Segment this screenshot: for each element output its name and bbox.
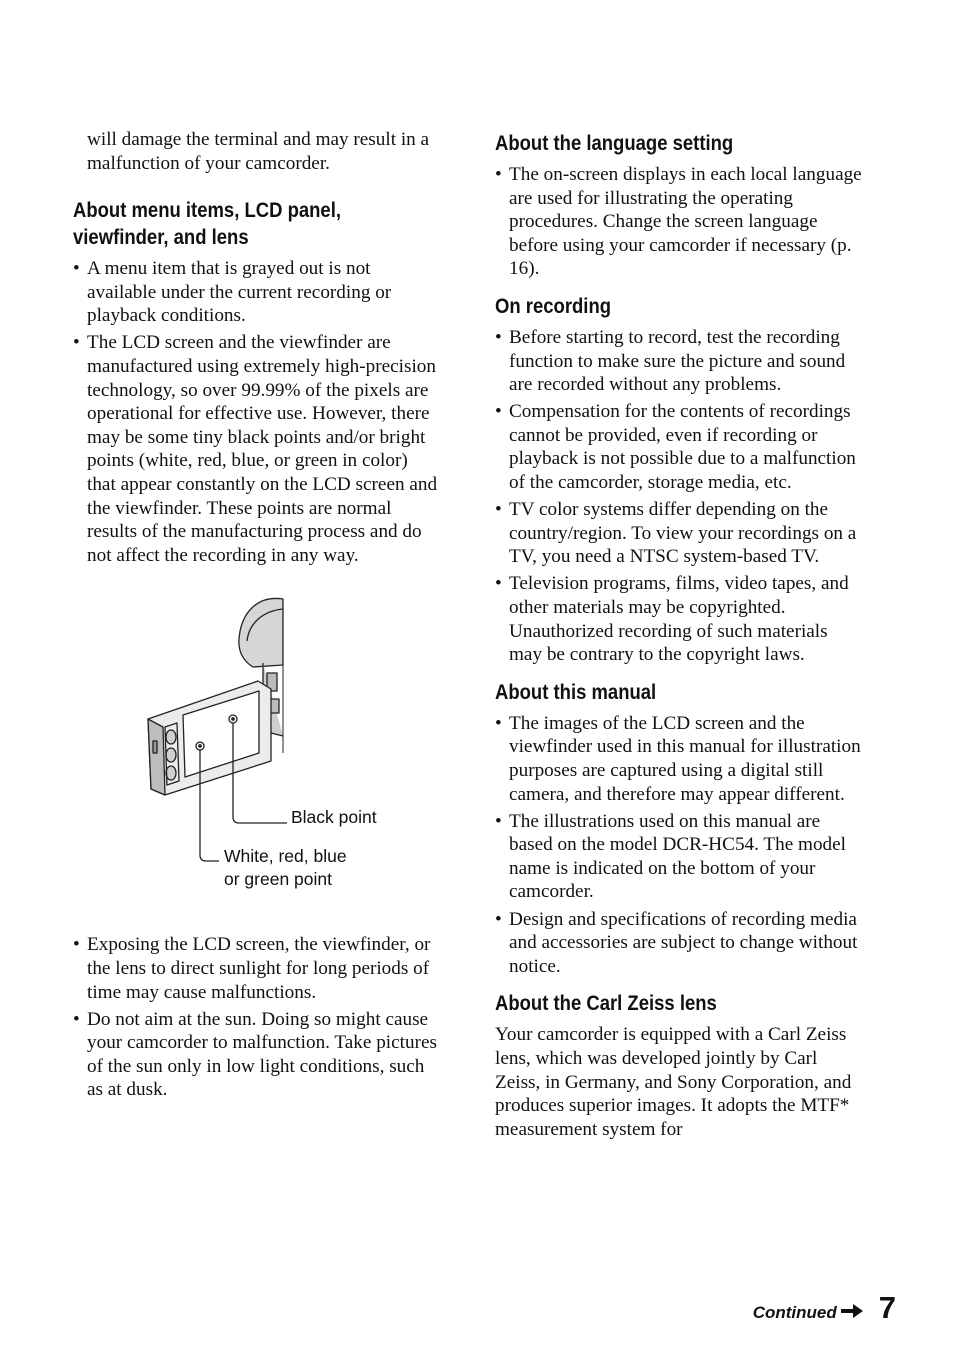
intro-text: will damage the terminal and may result in a malfunction of your camcorder. <box>87 129 430 174</box>
list-item: • A menu item that is grayed out is not available under the current recording or playback conditions. <box>73 257 441 328</box>
list-item: • Design and specifications of recording media and accessories are subject to change without notice. <box>495 908 865 979</box>
list-item: • Do not aim at the sun. Doing so might cause your camcorder to malfunction. Take pictures of the sun only in low light conditions, such as at dusk. <box>73 1008 441 1102</box>
language-heading: About the language setting <box>495 132 734 155</box>
menu-heading-line2: viewfinder, and lens <box>73 226 249 250</box>
page-number: 7 <box>878 1290 896 1325</box>
black-point-label: Black point <box>291 807 377 828</box>
continued-label: Continued <box>752 1303 837 1322</box>
list-item: • The on-screen displays in each local language are used for illustrating the operating procedures. Change the screen language before using your camcorder if necessary (p. 16). <box>495 163 865 281</box>
language-bullet-list <box>495 163 865 281</box>
sunlight-bullet-list <box>73 933 441 1102</box>
recording-heading: On recording <box>495 294 612 318</box>
list-item: • TV color systems differ depending on the country/region. To view your recordings on a TV, you need a NTSC system-based TV. <box>495 498 865 569</box>
manual-heading: About this manual <box>495 680 657 704</box>
list-item: • Compensation for the contents of recordings cannot be provided, even if recording or playback is not possible due to a malfunction of the camcorder, storage media, etc. <box>495 400 865 494</box>
zeiss-paragraph: Your camcorder is equipped with a Carl Zeiss lens, which was developed jointly by Carl Zeiss, in Germany, and Sony Corporation, and produces superior images. It adopts the MTF* measurement system for <box>495 1024 852 1140</box>
list-item: • Exposing the LCD screen, the viewfinder, or the lens to direct sunlight for long periods of time may cause malfunctions. <box>73 933 441 1004</box>
right-arrow-icon <box>841 1304 863 1323</box>
white-point-label-line2: or green point <box>224 869 332 890</box>
left-column <box>73 128 441 1106</box>
lcd-points-figure <box>73 581 441 921</box>
zeiss-heading: About the Carl Zeiss lens <box>495 992 717 1016</box>
list-item: • Television programs, films, video tapes, and other materials may be copyrighted. Unauthorized recording of such materials may be contrary to the copyright laws. <box>495 572 865 666</box>
menu-bullet-list <box>73 257 441 567</box>
list-item: • The images of the LCD screen and the viewfinder used in this manual for illustration purposes are captured using a digital still camera, and therefore may appear different. <box>495 712 865 806</box>
white-point-label-line1: White, red, blue <box>224 846 347 867</box>
list-item: • The LCD screen and the viewfinder are manufactured using extremely high-precision technology, so over 99.99% of the pixels are operational for effective use. However, there may be some tiny black points and/or bright points (white, red, blue, or green in color) that appear constantly on the LCD screen and the viewfinder. These points are normal results of the manufacturing process and do not affect the recording in any way. <box>73 331 441 567</box>
menu-heading <box>73 197 397 251</box>
list-item: • The illustrations used on this manual are based on the model DCR-HC54. The model name is indicated on the bottom of your camcorder. <box>495 810 865 904</box>
page-footer <box>753 1290 896 1326</box>
recording-bullet-list <box>495 326 865 667</box>
list-item: • Before starting to record, test the recording function to make sure the picture and sound are recorded without any problems. <box>495 326 865 397</box>
menu-heading-line1: About menu items, LCD panel, <box>73 199 341 223</box>
manual-bullet-list <box>495 712 865 979</box>
right-column <box>495 128 865 1141</box>
